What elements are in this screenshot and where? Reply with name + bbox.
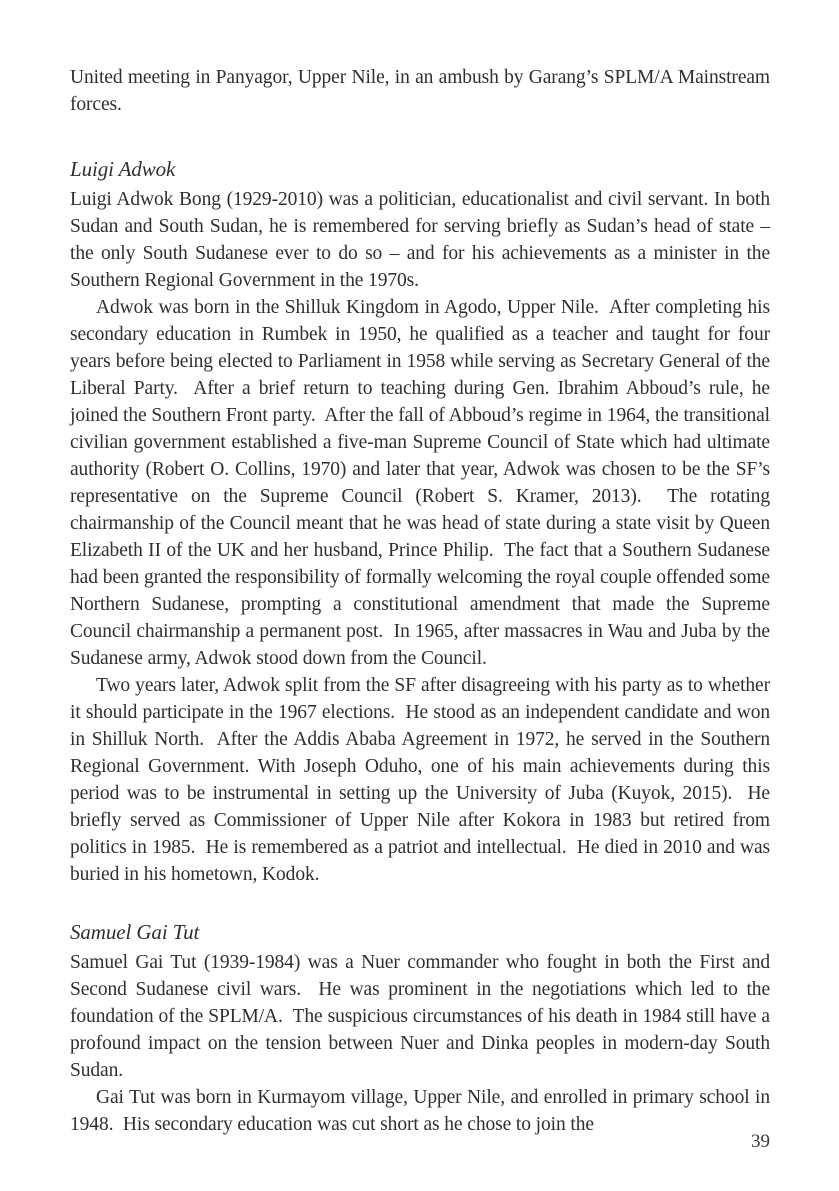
paragraph-samuel-gai-tut-early-life: Gai Tut was born in Kurmayom village, Upper Nile, and enrolled in primary school in 1948. His secondary education was cut short as he chose to join the [70,1087,770,1135]
paragraph-luigi-adwok-intro: Luigi Adwok Bong (1929-2010) was a politician, educationalist and civil servant. In both Sudan and South Sudan, he is remembered for serving briefly as Sudan’s head of state – the only South Sudanese ever to do so – and for his achievements as a minister in the Southern Regional Government in the 1970s. [70,189,770,291]
paragraph-luigi-adwok-later-life: Two years later, Adwok split from the SF after disagreeing with his party as to whether it should participate in the 1967 elections. He stood as an independent candidate and won in Shilluk North. After the Addis Ababa Agreement in 1972, he served in the Southern Regional Government. With Joseph Oduho, one of his main achievements during this period was to be instrumental in setting up the University of Juba (Kuyok, 2015). He briefly served as Commissioner of Upper Nile after Kokora in 1983 but retired from politics in 1985. He is remembered as a patriot and intellectual. He died in 2010 and was buried in his hometown, Kodok. [70,675,770,885]
paragraph-samuel-gai-tut-intro: Samuel Gai Tut (1939-1984) was a Nuer commander who fought in both the First and Second Sudanese civil wars. He was prominent in the negotiations which led to the foundation of the SPLM/A. The suspicious circumstances of his death in 1984 still have a profound impact on the tension between Nuer and Dinka peoples in modern-day South Sudan. [70,952,770,1081]
paragraph-luigi-adwok-career: Adwok was born in the Shilluk Kingdom in Agodo, Upper Nile. After completing his secondary education in Rumbek in 1950, he qualified as a teacher and taught for four years before being elected to Parliament in 1958 while serving as Secretary General of the Liberal Party. After a brief return to teaching during Gen. Ibrahim Abboud’s rule, he joined the Southern Front party. After the fall of Abboud’s regime in 1964, the transitional civilian government established a five-man Supreme Council of State which had ultimate authority (Robert O. Collins, 1970) and later that year, Adwok was chosen to be the SF’s representative on the Supreme Council (Robert S. Kramer, 2013). The rotating chairmanship of the Council meant that he was head of state during a state visit by Queen Elizabeth II of the UK and her husband, Prince Philip. The fact that a Southern Sudanese had been granted the responsibility of formally welcoming the royal couple offended some Northern Sudanese, prompting a constitutional amendment that made the Supreme Council chairmanship a permanent post. In 1965, after massacres in Wau and Juba by the Sudanese army, Adwok stood down from the Council. [70,297,770,669]
section-heading-luigi-adwok: Luigi Adwok [70,157,176,181]
page-number: 39 [751,1131,770,1152]
section-heading-samuel-gai-tut: Samuel Gai Tut [70,920,200,944]
page-content [70,64,770,1138]
paragraph-continuation: United meeting in Panyagor, Upper Nile, in an ambush by Garang’s SPLM/A Mainstream forces. [70,67,770,115]
page-footer [751,1130,770,1154]
